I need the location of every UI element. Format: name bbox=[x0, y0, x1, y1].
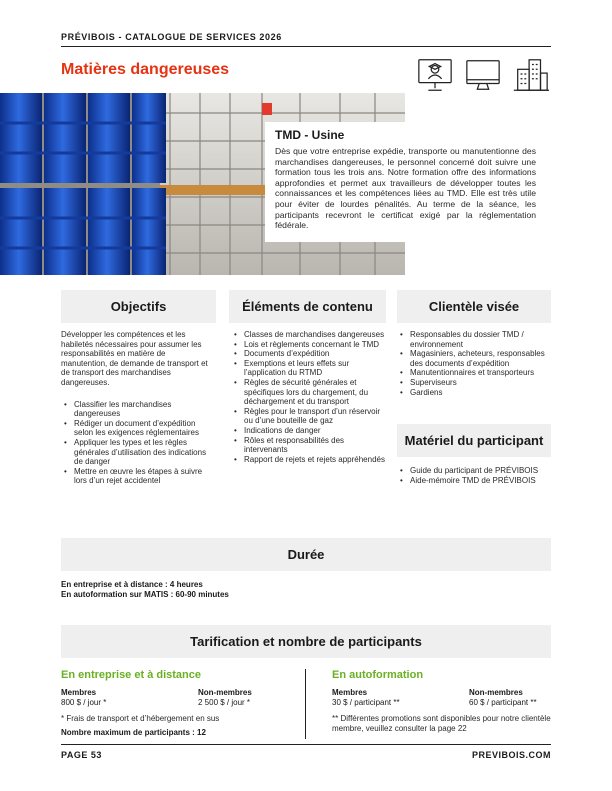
non-membres-label: Non-membres bbox=[469, 688, 523, 697]
footer-divider bbox=[61, 744, 551, 745]
list-item: • Classes de marchandises dangereuses bbox=[231, 330, 389, 340]
clientele-column bbox=[397, 330, 551, 397]
tmd-description: Dès que votre entreprise expédie, transporte ou manutentionne des marchandises dangereuses, le personnel concerné doit suivre une formation tous les trois ans. Notre formation offre des informations approfondies et permet aux travailleurs de développer toutes les connaissances et les compétences liées au TMD. Elle est très utile pour éviter de lourdes pénalités. Au terme de la séance, les participants recevront le certificat exigé par la réglementation fédérale. bbox=[275, 146, 536, 231]
page-number: PAGE 53 bbox=[61, 750, 102, 760]
duree-details bbox=[61, 580, 229, 600]
clientele-list bbox=[397, 330, 551, 397]
duree-heading: Durée bbox=[61, 538, 551, 571]
clientele-heading: Clientèle visée bbox=[397, 290, 551, 323]
non-membres-price: 2 500 $ / jour * bbox=[198, 698, 251, 707]
right-membres bbox=[332, 688, 400, 708]
list-item: • Documents d’expédition bbox=[231, 349, 389, 359]
materiel-list bbox=[397, 466, 551, 485]
list-item: • Exemptions et leurs effets sur l’application du RTMD bbox=[231, 359, 389, 378]
list-item: • Classifier les marchandises dangereuses bbox=[61, 400, 213, 419]
list-item: • Responsables du dossier TMD / environnement bbox=[397, 330, 551, 349]
list-item: • Mettre en œuvre les étapes à suivre lors d’un rejet accidentel bbox=[61, 467, 213, 486]
online-training-icon bbox=[464, 56, 502, 94]
objectifs-column bbox=[61, 330, 213, 486]
left-non-membres bbox=[198, 688, 252, 708]
list-item: • Manutentionnaires et transporteurs bbox=[397, 368, 551, 378]
list-item: • Rapport de rejets et rejets appréhendés bbox=[231, 455, 389, 465]
max-participants: Nombre maximum de participants : 12 bbox=[61, 728, 206, 737]
non-membres-price: 60 $ / participant ** bbox=[469, 698, 537, 707]
page-title: Matières dangereuses bbox=[61, 61, 230, 78]
list-item: • Rédiger un document d’expédition selon les exigences réglementaires bbox=[61, 419, 213, 438]
membres-price: 800 $ / jour * bbox=[61, 698, 107, 707]
membres-price: 30 $ / participant ** bbox=[332, 698, 400, 707]
catalogue-header: PRÉVIBOIS - CATALOGUE DE SERVICES 2026 bbox=[61, 32, 282, 42]
header-divider bbox=[61, 46, 551, 47]
training-mode-icons bbox=[416, 56, 552, 96]
tmd-description-box bbox=[265, 122, 544, 242]
list-item: • Superviseurs bbox=[397, 378, 551, 388]
classroom-training-icon bbox=[416, 56, 454, 94]
materiel-column bbox=[397, 466, 551, 485]
list-item: • Règles de sécurité générales et spécifiques lors du chargement, du déchargement et du transport bbox=[231, 378, 389, 407]
tarif-left-title: En entreprise et à distance bbox=[61, 669, 201, 681]
list-item: • Magasiniers, acheteurs, responsables des documents d’expédition bbox=[397, 349, 551, 368]
duree-line-2: En autoformation sur MATIS : 60-90 minutes bbox=[61, 590, 229, 599]
tmd-title: TMD - Usine bbox=[275, 128, 345, 142]
membres-label: Membres bbox=[332, 688, 368, 697]
list-item: • Gardiens bbox=[397, 388, 551, 398]
list-item: • Indications de danger bbox=[231, 426, 389, 436]
left-membres bbox=[61, 688, 106, 708]
tarif-divider bbox=[305, 669, 306, 739]
list-item: • Aide-mémoire TMD de PRÉVIBOIS bbox=[397, 476, 551, 486]
list-item: • Appliquer les types et les règles générales d’utilisation des indications de danger bbox=[61, 438, 213, 467]
objectifs-list bbox=[61, 400, 213, 486]
objectifs-intro: Développer les compétences et les habiletés nécessaires pour assumer les responsabilités en matière de manutention, de demande de transport et de transport des marchandises dangereuses. bbox=[61, 330, 208, 387]
list-item: • Guide du participant de PRÉVIBOIS bbox=[397, 466, 551, 476]
contenu-column bbox=[231, 330, 389, 464]
materiel-heading: Matériel du participant bbox=[397, 424, 551, 457]
right-non-membres bbox=[469, 688, 537, 708]
tarif-heading: Tarification et nombre de participants bbox=[61, 625, 551, 658]
list-item: • Rôles et responsabilités des intervenants bbox=[231, 436, 389, 455]
contenu-heading: Éléments de contenu bbox=[229, 290, 386, 323]
membres-label: Membres bbox=[61, 688, 97, 697]
tarif-right-title: En autoformation bbox=[332, 669, 424, 681]
right-note: ** Différentes promotions sont disponibles pour notre clientèle membre, veuillez consulter la page 22 bbox=[332, 714, 551, 733]
website-link[interactable]: PREVIBOIS.COM bbox=[471, 750, 551, 760]
contenu-list bbox=[231, 330, 389, 464]
non-membres-label: Non-membres bbox=[198, 688, 252, 697]
list-item: • Règles pour le transport d’un réservoir ou d’une bouteille de gaz bbox=[231, 407, 389, 426]
duree-line-1: En entreprise et à distance : 4 heures bbox=[61, 580, 203, 589]
list-item: • Lois et règlements concernant le TMD bbox=[231, 340, 389, 350]
onsite-building-icon bbox=[512, 56, 550, 94]
objectifs-heading: Objectifs bbox=[61, 290, 216, 323]
left-note: * Frais de transport et d’hébergement en sus bbox=[61, 714, 220, 723]
